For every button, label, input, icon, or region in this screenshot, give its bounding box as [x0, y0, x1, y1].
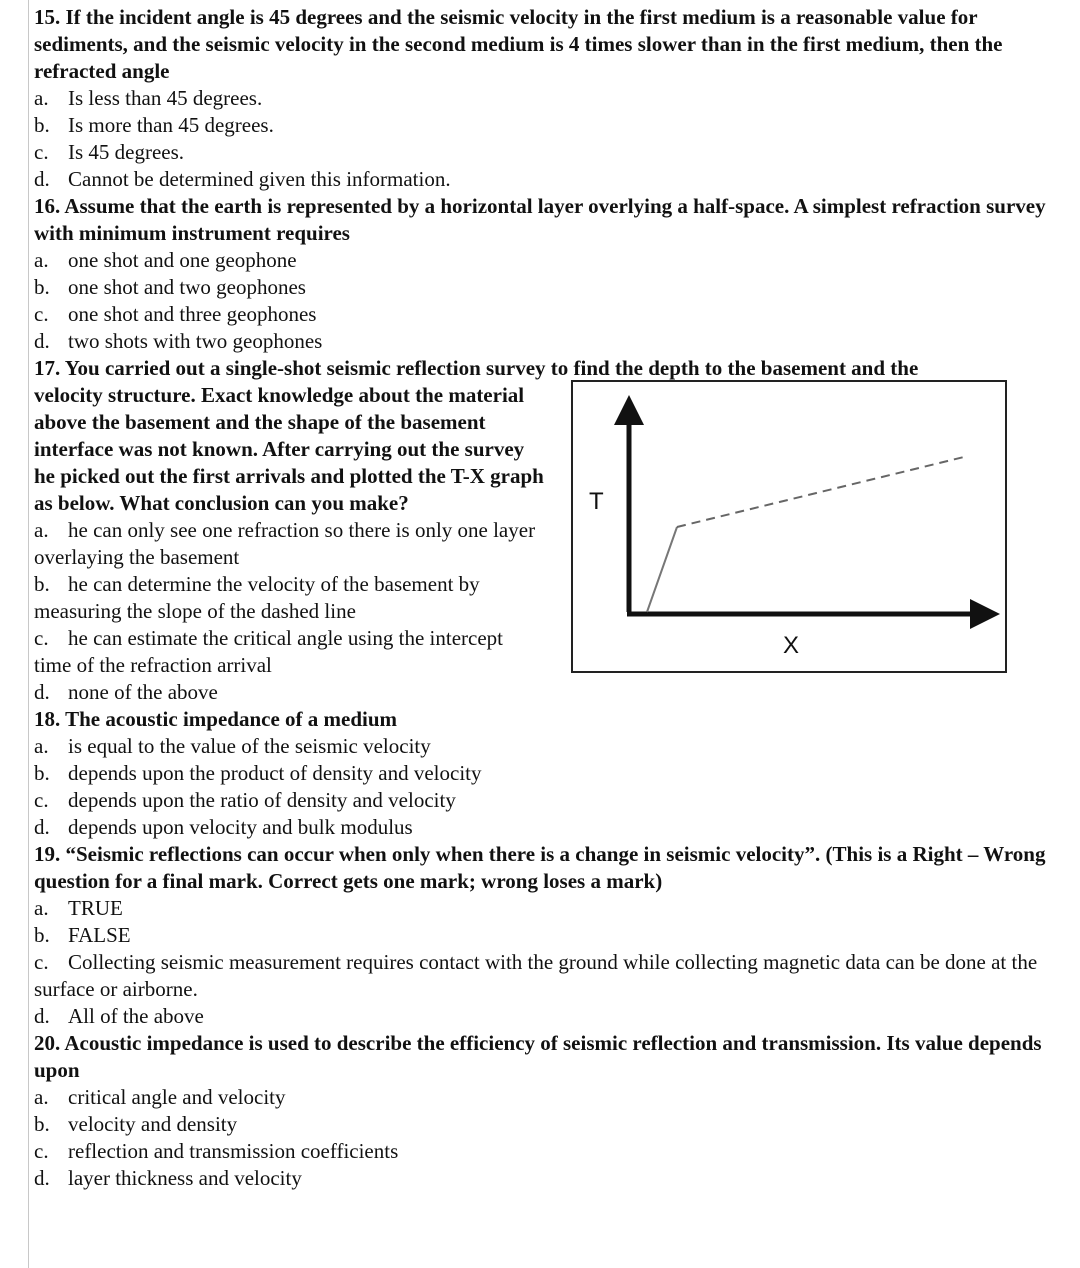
question-18-stem: 18. The acoustic impedance of a medium [34, 707, 398, 731]
tx-graph [573, 382, 1005, 671]
question-16 [34, 193, 1054, 355]
question-18-option-c: c. depends upon the ratio of density and velocity [34, 788, 456, 812]
question-20-option-a: a. critical angle and velocity [34, 1085, 286, 1109]
question-15-option-b: b. Is more than 45 degrees. [34, 113, 274, 137]
question-20 [34, 1030, 1054, 1192]
question-19-stem: 19. “Seismic reflections can occur when only when there is a change in seismic velocity”. (This is a Right – Wrong question for a final mark. Correct gets one mark; wrong loses a mark) [34, 842, 1046, 893]
question-16-option-c: c. one shot and three geophones [34, 302, 317, 326]
x-axis-label: X [783, 632, 800, 659]
question-15 [34, 4, 1054, 193]
question-15-option-c: c. Is 45 degrees. [34, 140, 185, 164]
question-20-option-c: c. reflection and transmission coefficients [34, 1139, 399, 1163]
question-18-option-a: a. is equal to the value of the seismic velocity [34, 734, 431, 758]
direct-arrival-line [647, 527, 677, 612]
question-17-option-b: b. he can determine the velocity of the basement by measuring the slope of the dashed line [34, 572, 480, 623]
question-17 [34, 355, 1054, 706]
question-16-option-a: a. one shot and one geophone [34, 248, 297, 272]
question-18 [34, 706, 1054, 841]
question-17-text-column [34, 382, 544, 706]
y-axis-label: T [589, 488, 604, 515]
question-20-option-b: b. velocity and density [34, 1112, 238, 1136]
refraction-dashed-line [677, 456, 968, 527]
question-19-option-a: a. TRUE [34, 896, 123, 920]
question-20-option-d: d. layer thickness and velocity [34, 1166, 302, 1190]
question-15-option-a: a. Is less than 45 degrees. [34, 86, 263, 110]
question-17-option-c: c. he can estimate the critical angle using the intercept time of the refraction arrival [34, 626, 503, 677]
question-16-stem: 16. Assume that the earth is represented by a horizontal layer overlying a half-space. A simplest refraction survey with minimum instrument requires [34, 194, 1046, 245]
question-19 [34, 841, 1054, 1030]
question-17-stem-rest: velocity structure. Exact knowledge about the material above the basement and the shape of the basement interface was not known. After carrying out the survey he picked out the first arrivals and plotted the T-X graph as below. What conclusion can you make? [34, 383, 544, 515]
question-18-option-b: b. depends upon the product of density and velocity [34, 761, 482, 785]
question-20-stem: 20. Acoustic impedance is used to describe the efficiency of seismic reflection and transmission. Its value depends upon [34, 1031, 1042, 1082]
question-17-stem-line1: 17. You carried out a single-shot seismic reflection survey to find the depth to the basement and the [34, 356, 919, 380]
question-19-option-d: d. All of the above [34, 1004, 204, 1028]
question-19-option-c: c. Collecting seismic measurement requires contact with the ground while collecting magnetic data can be done at the surface or airborne. [34, 950, 1038, 1001]
question-list [34, 4, 1054, 1192]
question-19-option-b: b. FALSE [34, 923, 131, 947]
question-16-option-d: d. two shots with two geophones [34, 329, 323, 353]
tx-graph-figure [571, 380, 1007, 673]
question-17-option-d: d. none of the above [34, 680, 218, 704]
question-15-option-d: d. Cannot be determined given this information. [34, 167, 451, 191]
question-16-option-b: b. one shot and two geophones [34, 275, 306, 299]
question-18-option-d: d. depends upon velocity and bulk modulus [34, 815, 413, 839]
question-17-option-a: a. he can only see one refraction so there is only one layer overlaying the basement [34, 518, 536, 569]
question-15-stem: 15. If the incident angle is 45 degrees and the seismic velocity in the first medium is a reasonable value for sediments, and the seismic velocity in the second medium is 4 times slower than in the first medium, then the refracted angle [34, 5, 1003, 83]
